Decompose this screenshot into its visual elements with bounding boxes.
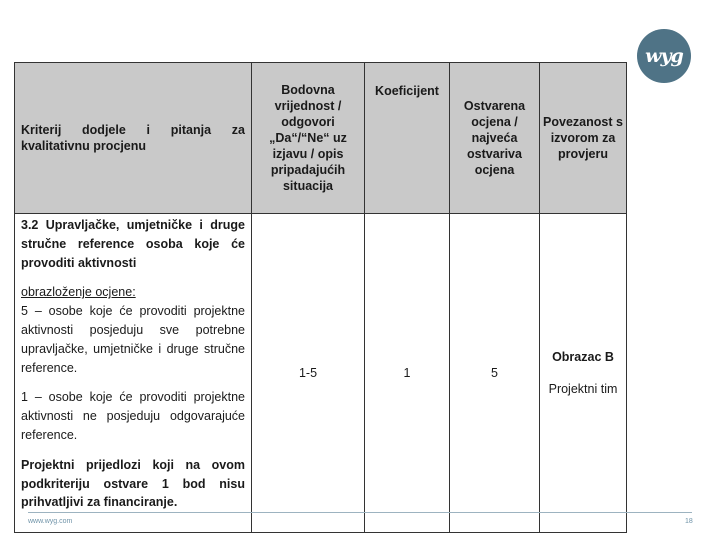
wyg-logo — [637, 29, 691, 83]
header-criterion: Kriterij dodjele i pitanja za kvalitativnu procjenu — [15, 63, 252, 214]
header-points: Bodovna vrijednost / odgovori „Da“/“Ne“ uz izjavu / opis pripadajućih situacija — [252, 63, 365, 214]
points-cell: 1-5 — [252, 214, 365, 533]
source-cell — [540, 214, 627, 533]
table-header-row — [15, 63, 627, 214]
score-1-description: 1 – osobe koje će provoditi projektne aktivnosti ne posjeduju odgovarajuće reference. — [21, 390, 245, 442]
footer-divider — [28, 512, 692, 513]
justification-label: obrazloženje ocjene: — [21, 285, 136, 300]
criterion-title: 3.2 Upravljačke, umjetničke i druge stručne reference osoba koje će provoditi aktivnosti — [21, 218, 245, 270]
criteria-table — [14, 62, 627, 533]
criterion-cell — [15, 214, 252, 533]
coefficient-cell: 1 — [365, 214, 450, 533]
table-row — [15, 214, 627, 533]
header-coefficient: Koeficijent — [365, 63, 450, 214]
logo-text: wyg — [645, 45, 683, 67]
source-form: Obrazac B — [552, 350, 614, 364]
score-5-description: 5 – osobe koje će provoditi projektne aktivnosti posjeduju sve potrebne upravljačke, umjetničke i druge stručne reference. — [21, 304, 245, 375]
score-cell: 5 — [450, 214, 540, 533]
source-detail: Projektni tim — [548, 382, 618, 396]
page-number: 18 — [685, 518, 693, 525]
header-source: Povezanost s izvorom za provjeru — [540, 63, 627, 214]
footer-url: www.wyg.com — [28, 518, 73, 525]
eligibility-note: Projektni prijedlozi koji na ovom podkriteriju ostvare 1 bod nisu prihvatljivi za financiranje. — [21, 457, 245, 510]
header-score: Ostvarena ocjena / najveća ostvariva ocjena — [450, 63, 540, 214]
